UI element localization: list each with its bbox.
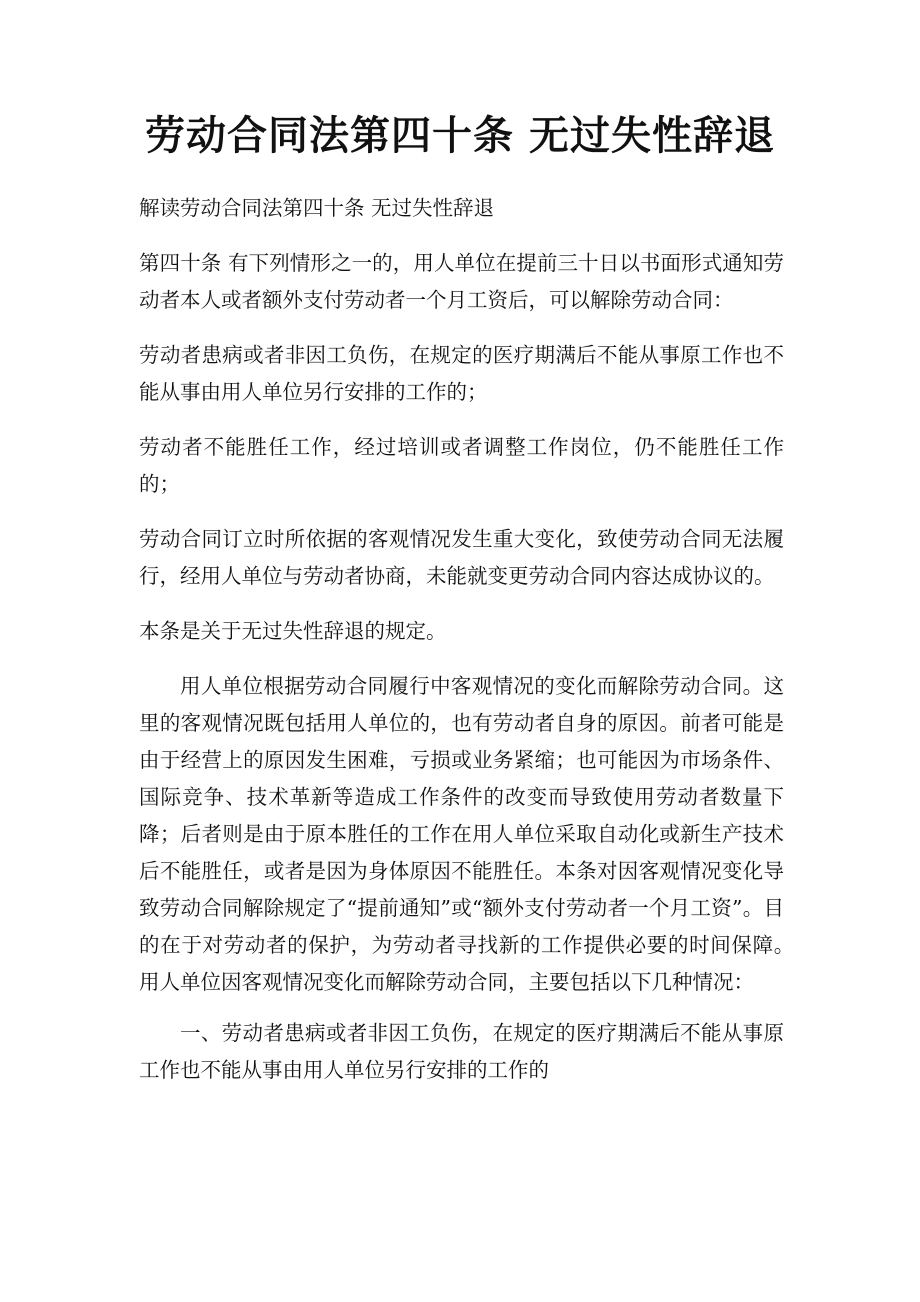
paragraph-clause-2: 劳动者不能胜任工作，经过培训或者调整工作岗位，仍不能胜任工作的； xyxy=(139,435,784,496)
paragraph-clause-1: 劳动者患病或者非因工负伤，在规定的医疗期满后不能从事原工作也不能从事由用人单位另行安排的工作的； xyxy=(139,343,784,404)
document-body xyxy=(139,190,825,1107)
paragraph-explanation: 用人单位根据劳动合同履行中客观情况的变化而解除劳动合同。这里的客观情况既包括用人单位的，也有劳动者自身的原因。前者可能是由于经营上的原因发生困难，亏损或业务紧缩；也可能因为市场条件、国际竞争、技术革新等造成工作条件的改变而导致使用劳动者数量下降；后者则是由于原本胜任的工作在用人单位采取自动化或新生产技术后不能胜任，或者是因为身体原因不能胜任。本条对因客观情况变化导致劳动合同解除规定了“提前通知”或“额外支付劳动者一个月工资”。目的在于对劳动者的保护，为劳动者寻找新的工作提供必要的时间保障。 用人单位因客观情况变化而解除劳动合同，主要包括以下几种情况： xyxy=(139,674,825,994)
paragraph-summary: 本条是关于无过失性辞退的规定。 xyxy=(139,619,447,643)
paragraph-case-1: 一、劳动者患病或者非因工负伤，在规定的医疗期满后不能从事原工作也不能从事由用人单位另行安排的工作的 xyxy=(139,1021,784,1082)
paragraph-article-40: 第四十条 有下列情形之一的，用人单位在提前三十日以书面形式通知劳动者本人或者额外支付劳动者一个月工资后，可以解除劳动合同： xyxy=(139,251,784,312)
paragraph-clause-3: 劳动合同订立时所依据的客观情况发生重大变化，致使劳动合同无法履行，经用人单位与劳动者协商，未能就变更劳动合同内容达成协议的。 xyxy=(139,527,784,588)
paragraph-subtitle: 解读劳动合同法第四十条 无过失性辞退 xyxy=(139,196,495,220)
document-title: 劳动合同法第四十条 无过失性辞退 xyxy=(145,112,775,159)
